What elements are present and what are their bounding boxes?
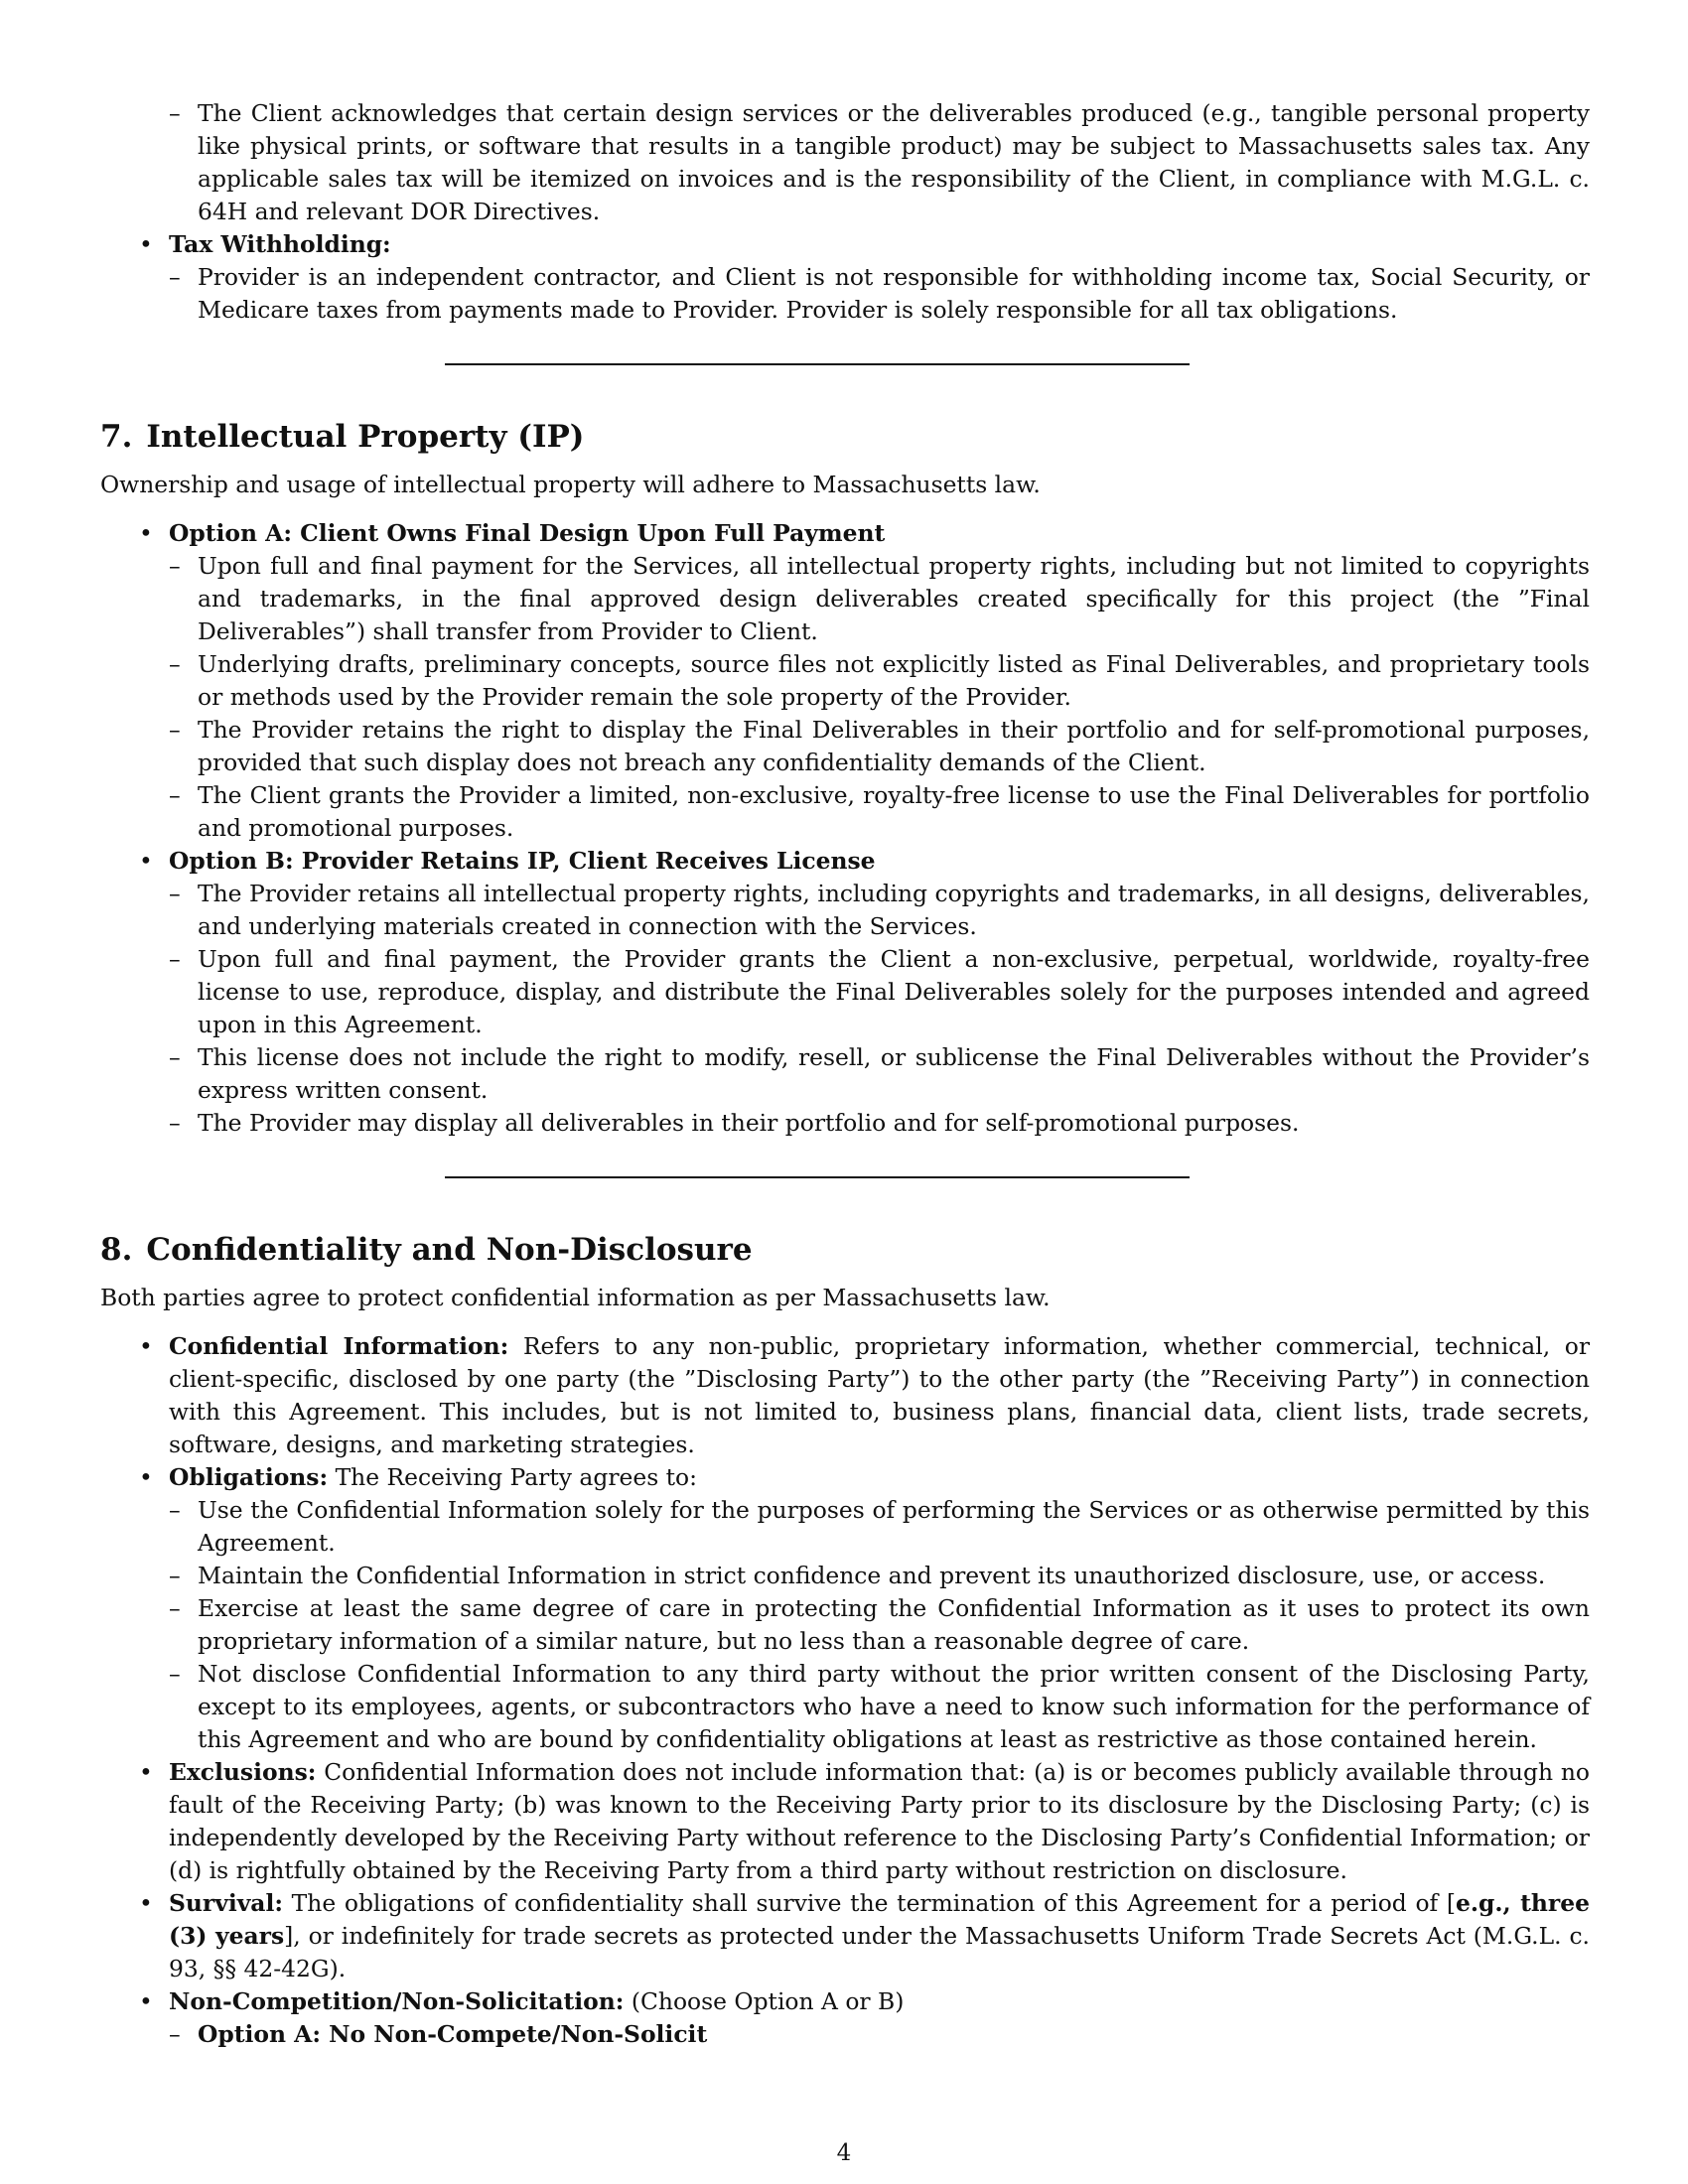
list-item: – The Provider retains all intellectual property rights, including copyrights and trademarks, in all designs, deliverables, and underlying materials created in connection with the Services. (169, 878, 1590, 943)
list-item (100, 1887, 1590, 1985)
survival-term: e.g., three (3) years (169, 1889, 1590, 1950)
list-item: – Exercise at least the same degree of care in protecting the Confidential Information as it uses to protect its own proprietary information of a similar nature, but no less than a reasonable degree of care. (169, 1592, 1590, 1658)
tax-withholding-text: – Provider is an independent contractor, and Client is not responsible for withholding income tax, Social Security, or Medicare taxes from payments made to Provider. Provider is solely responsible for all tax obligations. (169, 261, 1590, 327)
section-intro: Ownership and usage of intellectual property will adhere to Massachusetts law. (100, 471, 1041, 498)
list-item: – Underlying drafts, preliminary concepts, source files not explicitly listed as Final Deliverables, and proprietary tools or methods used by the Provider remain the sole property of the Provider. (169, 648, 1590, 714)
obligations-label: Obligations: (169, 1463, 329, 1491)
list-item: – Upon full and final payment for the Services, all intellectual property rights, including but not limited to copyrights and trademarks, in the final approved design deliverables created specifically for this project (the ”Final Deliverables”) shall transfer from Provider to Client. (169, 550, 1590, 648)
list-item (100, 1461, 1590, 1756)
section-heading (100, 415, 1590, 459)
survival-text-before: The obligations of confidentiality shall survive the termination of this Agreement for a period of [ (291, 1889, 1457, 1917)
list-item (100, 97, 1590, 228)
page-number: 4 (836, 2140, 852, 2166)
confidential-info-text: Refers to any non-public, proprietary information, whether commercial, technical, or client-specific, disclosed by one party (the ”Disclosing Party”) to the other party (the ”Receiving Party”) in connection with this Agreement. This includes, but is not limited to, business plans, financial data, client lists, trade secrets, software, designs, and marketing strategies. (169, 1332, 1591, 1458)
survival-text-after: ], or indefinitely for trade secrets as protected under the Massachusetts Uniform Trade Secrets Act (M.G.L. c. 93, §§ 42-42G). (169, 1922, 1590, 1982)
noncompete-text: (Choose Option A or B) (631, 1987, 905, 2015)
sales-tax-item: – The Client acknowledges that certain design services or the deliverables produced (e.g., tangible personal property like physical prints, or software that results in a tangible product) may be subject to Massachusetts sales tax. Any applicable sales tax will be itemized on invoices and is the responsibility of the Client, in compliance with M.G.L. c. 64H and relevant DOR Directives. (169, 97, 1590, 228)
list-item (169, 2018, 1590, 2051)
list-item: – The Provider may display all deliverables in their portfolio and for self-promotional purposes. (169, 1107, 1590, 1140)
section-number: 7. (100, 419, 133, 455)
confidential-info-label: Confidential Information: (169, 1332, 509, 1360)
obligations-text: The Receiving Party agrees to: (335, 1463, 698, 1491)
list-item: – Upon full and final payment, the Provider grants the Client a non-exclusive, perpetual, worldwide, royalty-free license to use, reproduce, display, and distribute the Final Deliverables solely for the purposes intended and agreed upon in this Agreement. (169, 943, 1590, 1041)
list-item (100, 1985, 1590, 2051)
tax-list (100, 97, 1590, 228)
list-item: – Not disclose Confidential Information to any third party without the prior written consent of the Disclosing Party, except to its employees, agents, or subcontractors who have a need to know such information for the performance of this Agreement and who are bound by confidentiality obligations at least as restrictive as those contained herein. (169, 1658, 1590, 1756)
list-item (100, 1756, 1590, 1887)
tax-withholding-list (100, 228, 1590, 327)
ip-options-list (100, 517, 1590, 1140)
section-divider (445, 1176, 1190, 1178)
list-item: – Use the Confidential Information solely for the purposes of performing the Services or as otherwise permitted by this Agreement. (169, 1494, 1590, 1560)
confidentiality-list (100, 1330, 1590, 2051)
exclusions-label: Exclusions: (169, 1758, 317, 1786)
section-intro: Both parties agree to protect confidential information as per Massachusetts law. (100, 1284, 1051, 1311)
noncompete-label: Non-Competition/Non-Solicitation: (169, 1987, 625, 2015)
section-heading (100, 1228, 1590, 1272)
section-title: Confidentiality and Non-Disclosure (146, 1232, 753, 1268)
option-a-label: Option A: Client Owns Final Design Upon Full Payment (169, 519, 886, 547)
list-item: – The Client grants the Provider a limited, non-exclusive, royalty-free license to use the Final Deliverables for portfolio and promotional purposes. (169, 779, 1590, 845)
section-divider (445, 363, 1190, 365)
survival-label: Survival: (169, 1889, 283, 1917)
section-title: Intellectual Property (IP) (146, 419, 585, 455)
list-item: – The Provider retains the right to display the Final Deliverables in their portfolio and for self-promotional purposes, provided that such display does not breach any confidentiality demands of the Client. (169, 714, 1590, 779)
noncompete-option-a: Option A: No Non-Compete/Non-Solicit (198, 2020, 708, 2048)
section-number: 8. (100, 1232, 133, 1268)
option-b-label: Option B: Provider Retains IP, Client Receives License (169, 847, 876, 875)
list-item (100, 1330, 1590, 1461)
list-item: – Maintain the Confidential Information in strict confidence and prevent its unauthorized disclosure, use, or access. (169, 1560, 1590, 1592)
tax-withholding-label: Tax Withholding: (169, 230, 391, 258)
list-item (100, 517, 1590, 845)
exclusions-text: Confidential Information does not include information that: (a) is or becomes publicly available through no fault of the Receiving Party; (b) was known to the Receiving Party prior to its disclosure by the Disclosing Party; (c) is independently developed by the Receiving Party without reference to the Disclosing Party’s Confidential Information; or (d) is rightfully obtained by the Receiving Party from a third party without restriction on disclosure. (169, 1758, 1590, 1884)
document-page (100, 97, 1590, 2051)
list-item (100, 845, 1590, 1140)
list-item: – This license does not include the right to modify, resell, or sublicense the Final Deliverables without the Provider’s express written consent. (169, 1041, 1590, 1107)
list-item (100, 228, 1590, 327)
